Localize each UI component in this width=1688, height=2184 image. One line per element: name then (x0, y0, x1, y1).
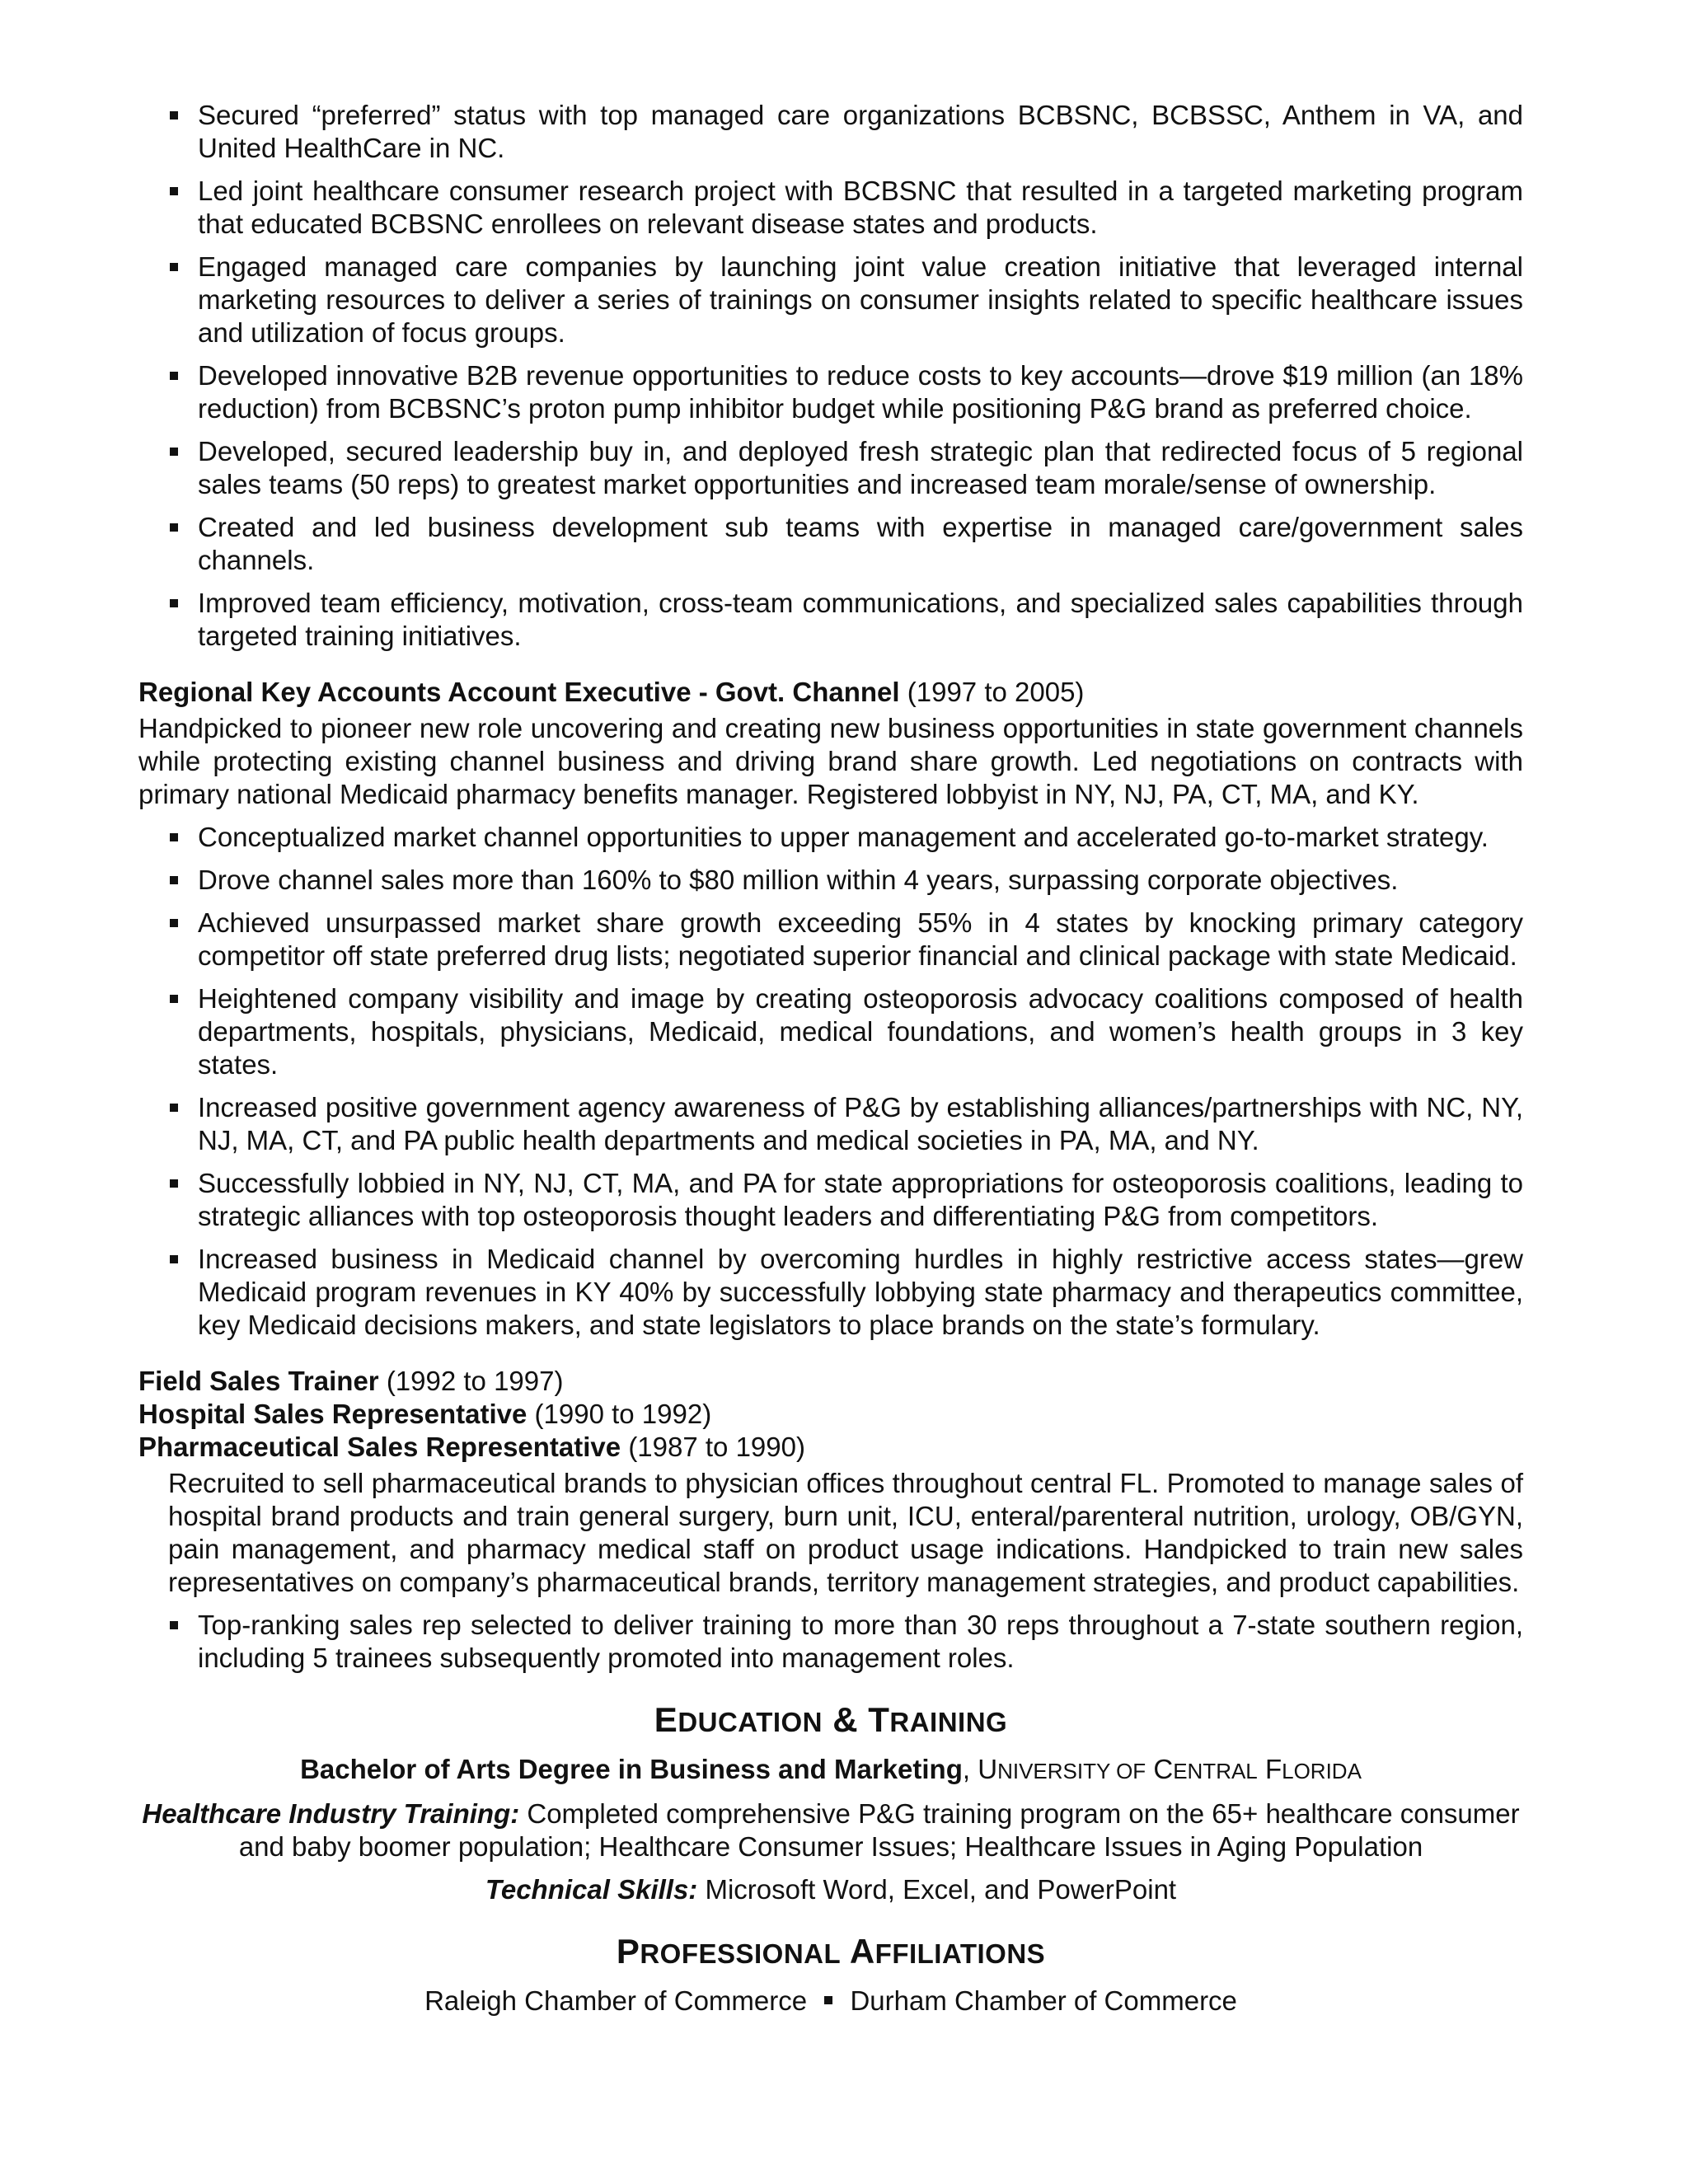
heading-letter: A (849, 1932, 875, 1971)
experience-bullets-top (138, 99, 1523, 653)
job-title-line (138, 1398, 1523, 1431)
job-title: Regional Key Accounts Account Executive - Govt. Channel (138, 677, 900, 707)
bullet-item: Developed innovative B2B revenue opportunities to reduce costs to key accounts—drove $19 million (an 18% reduction) from BCBSNC’s proton pump inhibitor budget while positioning P&G brand as preferred choice. (198, 360, 1523, 424)
training-text: Completed comprehensive P&G training program on the 65+ healthcare consumer and baby boomer population; Healthcare Consumer Issues; Healthcare Issues in Aging Population (238, 1798, 1520, 1862)
bullet-item: Heightened company visibility and image by creating osteoporosis advocacy coalitions composed of health departments, hospitals, physicians, Medicaid, medical foundations, and women’s health groups in 3 key states. (198, 983, 1523, 1080)
job-title: Field Sales Trainer (138, 1366, 379, 1396)
bullet-item: Top-ranking sales rep selected to deliver training to more than 30 reps throughout a 7-state southern region, including 5 trainees subsequently promoted into management roles. (198, 1610, 1523, 1673)
affiliation-item: Durham Chamber of Commerce (850, 1985, 1237, 2016)
bullet-item: Created and led business development sub teams with expertise in managed care/government sales channels. (198, 512, 1523, 575)
bullet-item: Led joint healthcare consumer research project with BCBSNC that resulted in a targeted marketing program that educated BCBSNC enrollees on relevant disease states and products. (198, 176, 1523, 239)
university-letter: C (1153, 1754, 1174, 1784)
separator: , (962, 1754, 971, 1784)
resume-page (138, 99, 1523, 2018)
job-dates: (1997 to 2005) (907, 677, 1085, 707)
heading-letter: P (616, 1932, 640, 1971)
affiliations-heading (138, 1931, 1523, 1975)
job-title: Pharmaceutical Sales Representative (138, 1432, 621, 1462)
university-text: LORIDA (1282, 1759, 1362, 1783)
job-summary: Handpicked to pioneer new role uncovering and creating new business opportunities in state government channels while protecting existing channel business and driving brand share growth. Led negotiations on contracts with primary national Medicaid pharmacy benefits manager. Registered lobbyist in NY, NJ, PA, CT, MA, and KY. (138, 713, 1523, 809)
experience-bullets-govt (138, 821, 1523, 1342)
university-text: ENTRAL (1173, 1759, 1258, 1783)
university-letter: U (978, 1754, 998, 1784)
affiliation-item: Raleigh Chamber of Commerce (424, 1985, 808, 2016)
heading-text: & (832, 1700, 859, 1739)
bullet-item: Drove channel sales more than 160% to $80 million within 4 years, surpassing corporate objectives. (198, 864, 1523, 897)
job-dates: (1992 to 1997) (386, 1366, 564, 1396)
bullet-item: Engaged managed care companies by launching joint value creation initiative that leveraged internal marketing resources to deliver a series of trainings on consumer insights related to specific healthcare issues and utilization of focus groups. (198, 251, 1523, 348)
bullet-item: Increased business in Medicaid channel by overcoming hurdles in highly restrictive access states—grew Medicaid program revenues in KY 40% by successfully lobbying state pharmacy and therapeutics committee, key Medicaid decisions makers, and state legislators to place brands on the state’s formulary. (198, 1244, 1523, 1340)
job-heading-sales-roles (138, 1365, 1523, 1464)
heading-text: FFILIATIONS (874, 1938, 1046, 1969)
university-text: NIVERSITY OF (997, 1759, 1146, 1783)
bullet-item: Successfully lobbied in NY, NJ, CT, MA, and PA for state appropriations for osteoporosis coalitions, leading to strategic alliances with top osteoporosis thought leaders and differentiating P&G from competitors. (198, 1168, 1523, 1231)
bullet-item: Increased positive government agency awareness of P&G by establishing alliances/partnerships with NC, NY, NJ, MA, CT, and PA public health departments and medical societies in PA, MA, and NY. (198, 1092, 1523, 1155)
university-letter: F (1264, 1754, 1282, 1784)
job-dates: (1987 to 1990) (628, 1432, 805, 1462)
training-line (138, 1797, 1523, 1863)
job-title-line (138, 1431, 1523, 1464)
training-label: Healthcare Industry Training: (142, 1798, 520, 1829)
degree: Bachelor of Arts Degree in Business and Marketing (300, 1754, 963, 1784)
job-dates: (1990 to 1992) (534, 1399, 712, 1429)
bullet-item: Developed, secured leadership buy in, and deployed fresh strategic plan that redirected focus of 5 regional sales teams (50 reps) to greatest market opportunities and increased team morale/sense of ownership. (198, 436, 1523, 499)
heading-text: RAINING (889, 1707, 1008, 1737)
square-bullet-icon (824, 1996, 832, 2004)
heading-letter: T (868, 1700, 890, 1739)
skills-line (138, 1873, 1523, 1906)
job-heading-govt-channel (138, 676, 1523, 709)
bullet-item: Improved team efficiency, motivation, cross-team communications, and specialized sales capabilities through targeted training initiatives. (198, 588, 1523, 651)
bullet-item: Secured “preferred” status with top managed care organizations BCBSNC, BCBSSC, Anthem in VA, and United HealthCare in NC. (198, 100, 1523, 163)
job-summary: Recruited to sell pharmaceutical brands to physician offices throughout central FL. Promoted to manage sales of hospital brand products and train general surgery, burn unit, ICU, enteral/parenteral nutrition, urology, OB/GYN, pain management, and pharmacy medical staff on product usage indications. Handpicked to train new sales representatives on company’s pharmaceutical brands, territory management strategies, and product capabilities. (168, 1468, 1523, 1597)
skills-label: Technical Skills: (485, 1874, 698, 1905)
bullet-item: Achieved unsurpassed market share growth exceeding 55% in 4 states by knocking primary category competitor off state preferred drug lists; negotiated superior financial and clinical package with state Medicaid. (198, 907, 1523, 971)
degree-line (138, 1753, 1523, 1788)
job-title-line (138, 1365, 1523, 1398)
heading-text: DUCATION (678, 1707, 823, 1737)
job-title: Hospital Sales Representative (138, 1399, 528, 1429)
bullet-item: Conceptualized market channel opportunities to upper management and accelerated go-to-market strategy. (198, 821, 1523, 854)
affiliations-line (138, 1985, 1523, 2018)
education-heading (138, 1699, 1523, 1743)
heading-text: ROFESSIONAL (640, 1938, 842, 1969)
experience-bullets-sales (138, 1609, 1523, 1675)
heading-letter: E (654, 1700, 678, 1739)
skills-text: Microsoft Word, Excel, and PowerPoint (705, 1874, 1177, 1905)
